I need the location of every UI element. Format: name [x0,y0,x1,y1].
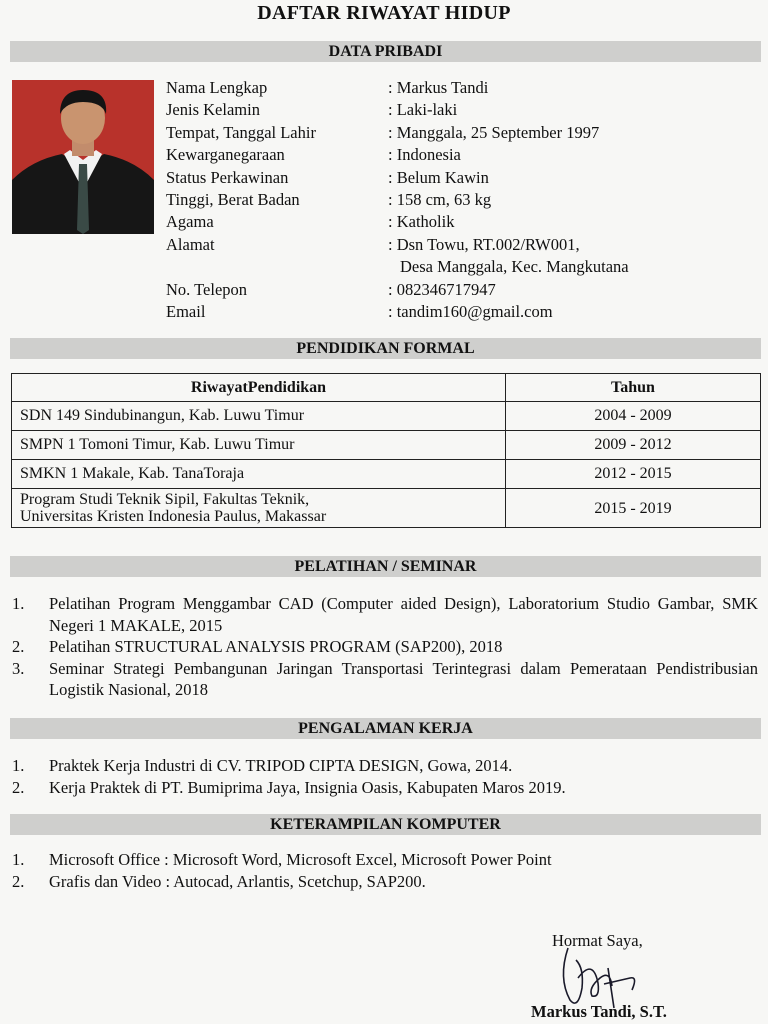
school-cell [12,489,506,528]
table-row [12,402,761,431]
personal-value: : Katholik [388,212,455,232]
item-text: Pelatihan Program Menggambar CAD (Computer aided Design), Laboratorium Studio Gambar, SMK Negeri 1 MAKALE, 2015 [49,594,758,635]
table-row [12,431,761,460]
personal-row [166,234,756,256]
column-header-riwayat: RiwayatPendidikan [12,374,506,402]
personal-row [166,189,756,211]
list-item [12,777,758,799]
item-number: 2. [12,637,25,656]
person-portrait-icon [12,80,154,234]
personal-label: Status Perkawinan [166,167,289,187]
personal-value: : Belum Kawin [388,167,489,187]
item-number: 1. [12,850,25,869]
section-header-keterampilan: KETERAMPILAN KOMPUTER [10,814,761,835]
personal-label: Alamat [166,234,215,254]
signature-greeting: Hormat Saya, [552,931,643,950]
personal-value: : tandim160@gmail.com [388,302,553,322]
item-text: Seminar Strategi Pembangunan Jaringan Transportasi Terintegrasi dalam Pemerataan Pendistribusian Logistik Nasional, 2018 [49,658,758,699]
personal-value: : 082346717947 [388,279,496,299]
personal-value: : 158 cm, 63 kg [388,190,492,210]
document-title: DAFTAR RIWAYAT HIDUP [257,2,511,24]
school-cell: SMPN 1 Tomoni Timur, Kab. Luwu Timur [12,431,506,460]
column-header-tahun: Tahun [506,374,761,402]
table-row [12,489,761,528]
year-cell: 2004 - 2009 [506,402,761,431]
personal-label: Tempat, Tanggal Lahir [166,122,316,142]
personal-value: : Manggala, 25 September 1997 [388,122,600,142]
item-text: Pelatihan STRUCTURAL ANALYSIS PROGRAM (SAP200), 2018 [49,637,503,656]
item-text: Grafis dan Video : Autocad, Arlantis, Scetchup, SAP200. [49,871,426,891]
item-number: 2. [12,871,25,891]
item-number: 2. [12,777,25,797]
table-header-row [12,374,761,402]
school-line-1: Program Studi Teknik Sipil, Fakultas Teknik, [20,491,310,508]
list-item [12,849,758,871]
personal-label: Nama Lengkap [166,78,268,97]
personal-label: Agama [166,212,214,232]
list-item [12,755,758,777]
personal-row [166,144,756,166]
school-cell: SDN 149 Sindubinangun, Kab. Luwu Timur [12,402,506,431]
list-item [12,593,758,636]
personal-value: : Indonesia [388,145,461,165]
school-cell: SMKN 1 Makale, Kab. TanaToraja [12,460,506,489]
personal-value: : Dsn Towu, RT.002/RW001, [388,234,580,254]
personal-value: : Laki-laki [388,100,458,120]
personal-row [166,211,756,233]
profile-photo [12,80,154,234]
training-list [12,593,758,701]
year-cell: 2015 - 2019 [506,489,761,528]
personal-label: Jenis Kelamin [166,100,260,120]
section-header-pelatihan: PELATIHAN / SEMINAR [10,556,761,577]
personal-label: Tinggi, Berat Badan [166,190,300,210]
year-cell: 2012 - 2015 [506,460,761,489]
experience-list [12,755,758,798]
list-item [12,658,758,701]
personal-row [166,279,756,301]
item-number: 1. [12,594,25,613]
personal-row [166,167,756,189]
personal-label: Email [166,302,206,322]
personal-label: Kewarganegaraan [166,145,285,165]
personal-label: No. Telepon [166,279,248,299]
item-number: 1. [12,756,25,775]
personal-value: : Markus Tandi [388,78,489,97]
personal-row [166,99,756,121]
school-line-2: Universitas Kristen Indonesia Paulus, Makassar [20,508,327,525]
skills-list [12,849,758,892]
section-header-pengalaman: PENGALAMAN KERJA [10,718,761,739]
item-text: Microsoft Office : Microsoft Word, Microsoft Excel, Microsoft Power Point [49,850,552,869]
list-item [12,871,758,893]
personal-data [166,77,756,323]
item-text: Kerja Praktek di PT. Bumiprima Jaya, Insignia Oasis, Kabupaten Maros 2019. [49,777,566,797]
year-cell: 2009 - 2012 [506,431,761,460]
education-table [11,373,761,528]
item-text: Praktek Kerja Industri di CV. TRIPOD CIPTA DESIGN, Gowa, 2014. [49,756,513,775]
address-continuation [166,256,756,278]
personal-row [166,77,756,99]
list-item [12,636,758,658]
item-number: 3. [12,658,25,678]
table-row [12,460,761,489]
section-header-data-pribadi: DATA PRIBADI [10,41,761,62]
personal-row [166,122,756,144]
address-line-2: Desa Manggala, Kec. Mangkutana [400,257,629,277]
signature-name: Markus Tandi, S.T. [531,1002,667,1021]
personal-row [166,301,756,323]
section-header-pendidikan: PENDIDIKAN FORMAL [10,338,761,359]
